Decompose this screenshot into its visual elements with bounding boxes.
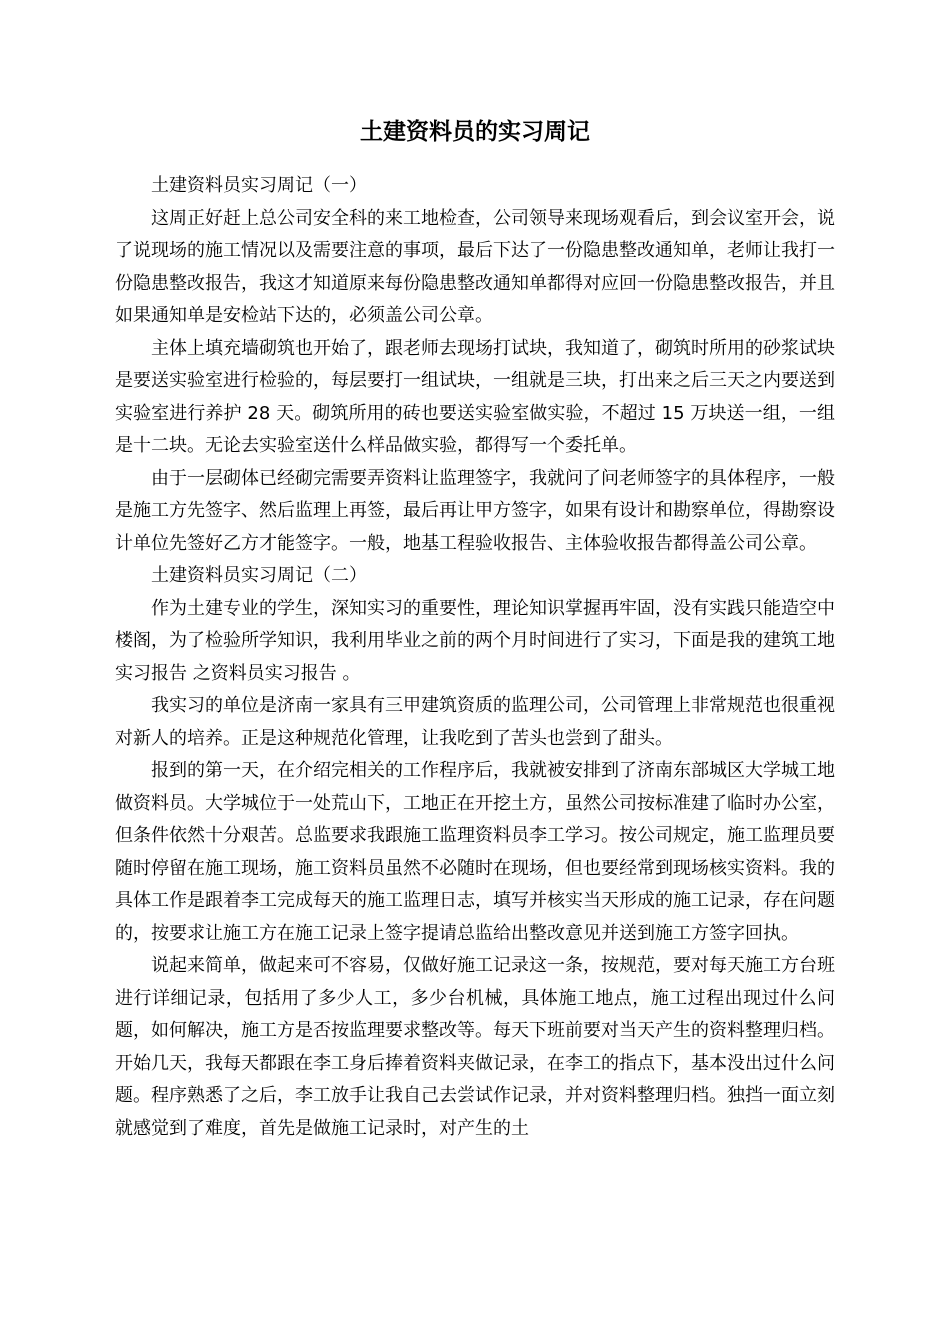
paragraph: 我实习的单位是济南一家具有三甲建筑资质的监理公司，公司管理上非常规范也很重视对新人的培养。正是这种规范化管理，让我吃到了苦头也尝到了甜头。 — [115, 695, 835, 749]
paragraph: 作为土建专业的学生，深知实习的重要性，理论知识掌握再牢固，没有实践只能造空中楼阁，为了检验所学知识，我利用毕业之前的两个月时间进行了实习，下面是我的建筑工地实习报告 之资料员实习报告 。 — [115, 597, 835, 684]
paragraph: 由于一层砌体已经砌完需要弄资料让监理签字，我就问了问老师签字的具体程序，一般是施工方先签字、然后监理上再签，最后再让甲方签字，如果有设计和勘察单位，得勘察设计单位先签好乙方才能签字。一般，地基工程验收报告、主体验收报告都得盖公司公章。 — [115, 467, 835, 554]
paragraph: 说起来简单，做起来可不容易，仅做好施工记录这一条，按规范，要对每天施工方台班进行详细记录，包括用了多少人工，多少台机械，具体施工地点，施工过程出现过什么问题，如何解决，施工方是否按监理要求整改等。每天下班前要对当天产生的资料整理归档。开始几天，我每天都跟在李工身后捧着资料夹做记录，在李工的指点下，基本没出过什么问题。程序熟悉了之后，李工放手让我自己去尝试作记录，并对资料整理归档。独挡一面立刻就感觉到了难度，首先是做施工记录时，对产生的土 — [115, 955, 835, 1139]
document-title: 土建资料员的实习周记 — [360, 119, 590, 145]
paragraph: 报到的第一天，在介绍完相关的工作程序后，我就被安排到了济南东部城区大学城工地做资料员。大学城位于一处荒山下，工地正在开挖土方，虽然公司按标准建了临时办公室，但条件依然十分艰苦。总监要求我跟施工监理资料员李工学习。按公司规定，施工监理员要随时停留在施工现场，施工资料员虽然不必随时在现场，但也要经常到现场核实资料。我的具体工作是跟着李工完成每天的施工监理日志，填写并核实当天形成的施工记录，存在问题的，按要求让施工方在施工记录上签字提请总监给出整改意见并送到施工方签字回执。 — [115, 760, 835, 944]
paragraph: 这周正好赶上总公司安全科的来工地检查，公司领导来现场观看后，到会议室开会，说了说现场的施工情况以及需要注意的事项，最后下达了一份隐患整改通知单，老师让我打一份隐患整改报告，我这才知道原来每份隐患整改通知单都得对应回一份隐患整改报告，并且如果通知单是安检站下达的，必须盖公司公章。 — [115, 207, 835, 326]
document-body — [115, 170, 835, 1145]
paragraph: 主体上填充墙砌筑也开始了，跟老师去现场打试块，我知道了，砌筑时所用的砂浆试块是要送实验室进行检验的，每层要打一组试块，一组就是三块，打出来之后三天之内要送到实验室进行养护 28 天。砌筑所用的砖也要送实验室做实验，不超过 15 万块送一组，一组是十二块。无论去实验室送什么样品做实验，都得写一个委托单。 — [115, 337, 835, 456]
section-heading-week-1: 土建资料员实习周记（一） — [151, 175, 367, 196]
section-heading-week-2: 土建资料员实习周记（二） — [151, 565, 367, 586]
